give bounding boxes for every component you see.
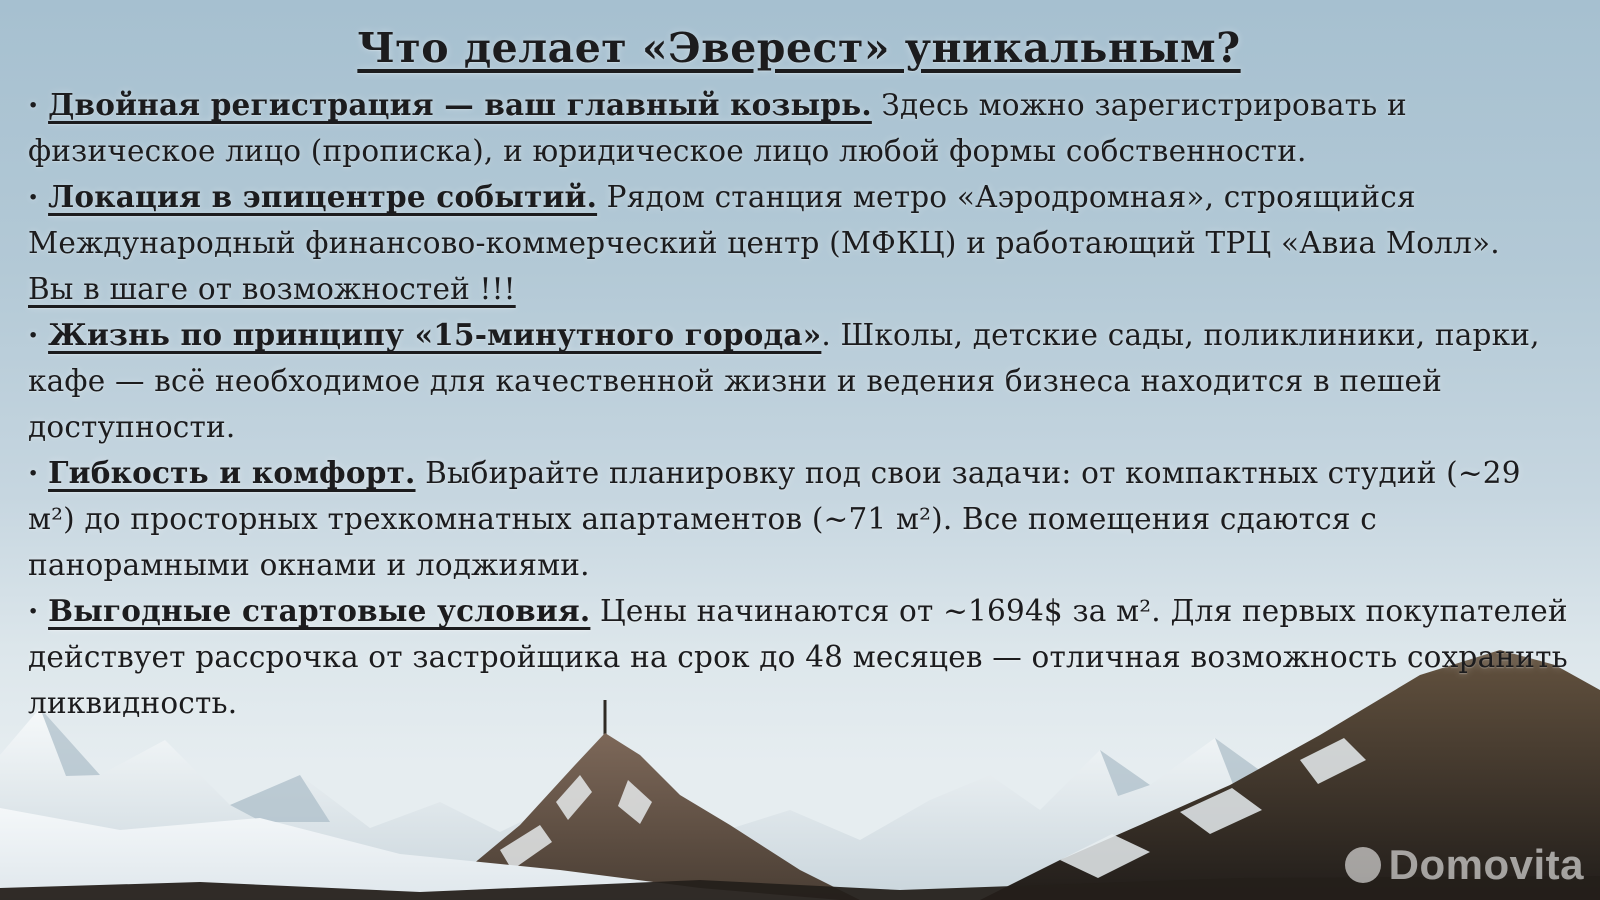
page-title: Что делает «Эверест» уникальным? — [357, 24, 1241, 72]
feature-body: Рядом станция метро «Аэродромная», строящийся Международный финансово-коммерческий центр (МФКЦ) и работающий ТРЦ «Авиа Молл». — [28, 180, 1500, 261]
watermark-label: Domovita — [1388, 841, 1584, 888]
feature-body: Здесь можно зарегистрировать и физическое лицо (прописка), и юридическое лицо любой формы собственности. — [28, 88, 1407, 169]
bullet-marker: · — [28, 87, 39, 122]
feature-heading: Гибкость и комфорт. — [48, 455, 416, 491]
feature-body: Цены начинаются от ~1694$ за м². Для первых покупателей действует рассрочка от застройщика на срок до 48 месяцев — отличная возможность сохранить ликвидность. — [28, 594, 1568, 721]
feature-heading: Выгодные стартовые условия. — [48, 593, 591, 629]
feature-15-minute-city — [28, 312, 1570, 450]
bullet-marker: · — [28, 455, 39, 491]
feature-heading: Жизнь по принципу «15-минутного города» — [48, 317, 822, 353]
feature-flexibility-comfort — [28, 450, 1570, 588]
feature-starting-terms — [28, 588, 1570, 726]
bullet-marker: · — [28, 317, 39, 353]
feature-tagline: Вы в шаге от возможностей !!! — [28, 272, 516, 307]
bullet-marker: · — [28, 179, 39, 215]
domovita-logo-icon — [1345, 847, 1381, 883]
feature-heading: Локация в эпицентре событий. — [48, 179, 598, 215]
bullet-marker: · — [28, 593, 39, 629]
watermark — [1345, 841, 1584, 888]
feature-body: Выбирайте планировку под свои задачи: от компактных студий (~29 м²) до просторных трехкомнатных апартаментов (~71 м²). Все помещения сдаются с панорамными окнами и лоджиями. — [28, 456, 1521, 583]
feature-dual-registration — [28, 82, 1570, 174]
feature-heading: Двойная регистрация — ваш главный козырь. — [48, 87, 872, 122]
feature-location — [28, 174, 1570, 312]
feature-body: . Школы, детские сады, поликлиники, парки, кафе — всё необходимое для качественной жизни и ведения бизнеса находится в пешей доступности. — [28, 318, 1540, 445]
